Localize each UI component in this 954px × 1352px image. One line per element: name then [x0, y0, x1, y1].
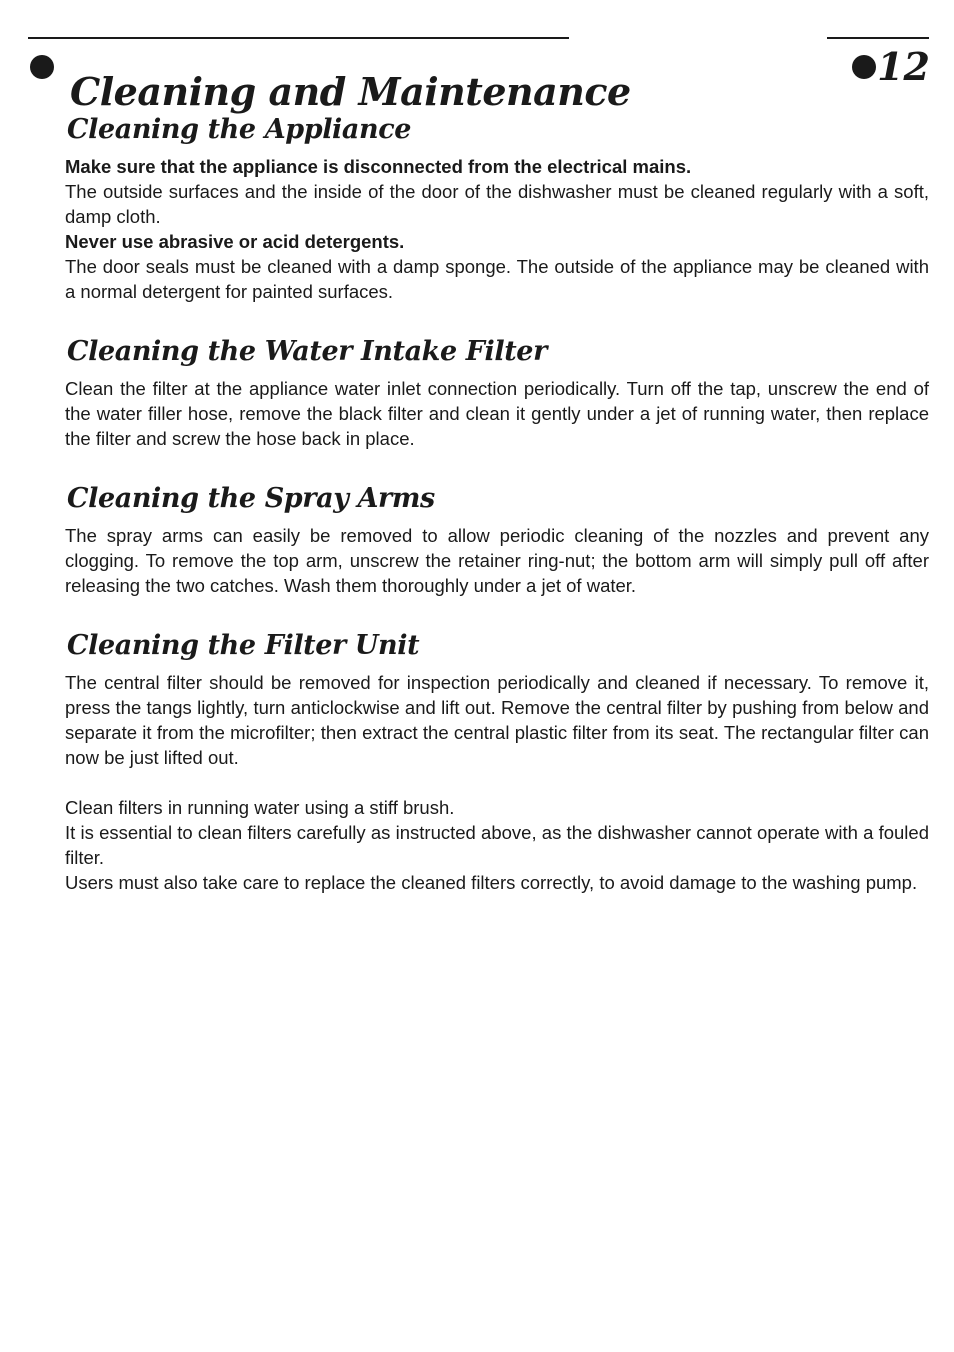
page-number: 12 — [877, 44, 930, 89]
paragraph: Users must also take care to replace the cleaned filters correctly, to avoid damage to the washing pump. — [65, 872, 918, 893]
paragraph: The outside surfaces and the inside of the door of the dishwasher must be cleaned regularly with a soft, damp cloth. — [65, 181, 929, 227]
section-title: Cleaning the Filter Unit — [67, 630, 420, 661]
section-filter-unit — [65, 628, 929, 895]
section-title: Cleaning the Spray Arms — [67, 483, 435, 514]
paragraph: The spray arms can easily be removed to allow periodic cleaning of the nozzles and prevent any clogging. To remove the top arm, unscrew the retainer ring-nut; the bottom arm will simply pull off after releasing the two catches. Wash them thoroughly under a jet of water. — [65, 525, 929, 596]
section-cleaning-appliance — [65, 112, 929, 304]
main-content — [65, 112, 929, 925]
header-rule-right — [827, 37, 929, 39]
section-title: Cleaning the Water Intake Filter — [67, 336, 547, 367]
title-bullet-icon — [30, 55, 54, 79]
paragraph: The door seals must be cleaned with a damp sponge. The outside of the appliance may be cleaned with a normal detergent for painted surfaces. — [65, 256, 929, 302]
section-title: Cleaning the Appliance — [67, 114, 412, 145]
section-water-intake-filter — [65, 334, 929, 451]
header-rule-left — [28, 37, 569, 39]
page-title: Cleaning and Maintenance — [70, 69, 631, 115]
paragraph: Clean the filter at the appliance water inlet connection periodically. Turn off the tap, unscrew the end of the water filler hose, remove the black filter and clean it gently under a jet of running water, then replace the filter and screw the hose back in place. — [65, 378, 929, 449]
warning-disconnect: Make sure that the appliance is disconnected from the electrical mains. — [65, 156, 692, 177]
warning-detergents: Never use abrasive or acid detergents. — [65, 231, 405, 252]
paragraph: Clean filters in running water using a stiff brush. — [65, 797, 455, 818]
paragraph-spacer — [65, 770, 929, 795]
paragraph: The central filter should be removed for inspection periodically and cleaned if necessary. To remove it, press the tangs lightly, turn anticlockwise and lift out. Remove the central filter by pushing from below and separate it from the microfilter; then extract the central plastic filter from its seat. The rectangular filter can now be just lifted out. — [65, 672, 929, 768]
page-number-bullet-icon — [852, 55, 876, 79]
section-spray-arms — [65, 481, 929, 598]
paragraph: It is essential to clean filters carefully as instructed above, as the dishwasher cannot operate with a fouled filter. — [65, 822, 929, 868]
